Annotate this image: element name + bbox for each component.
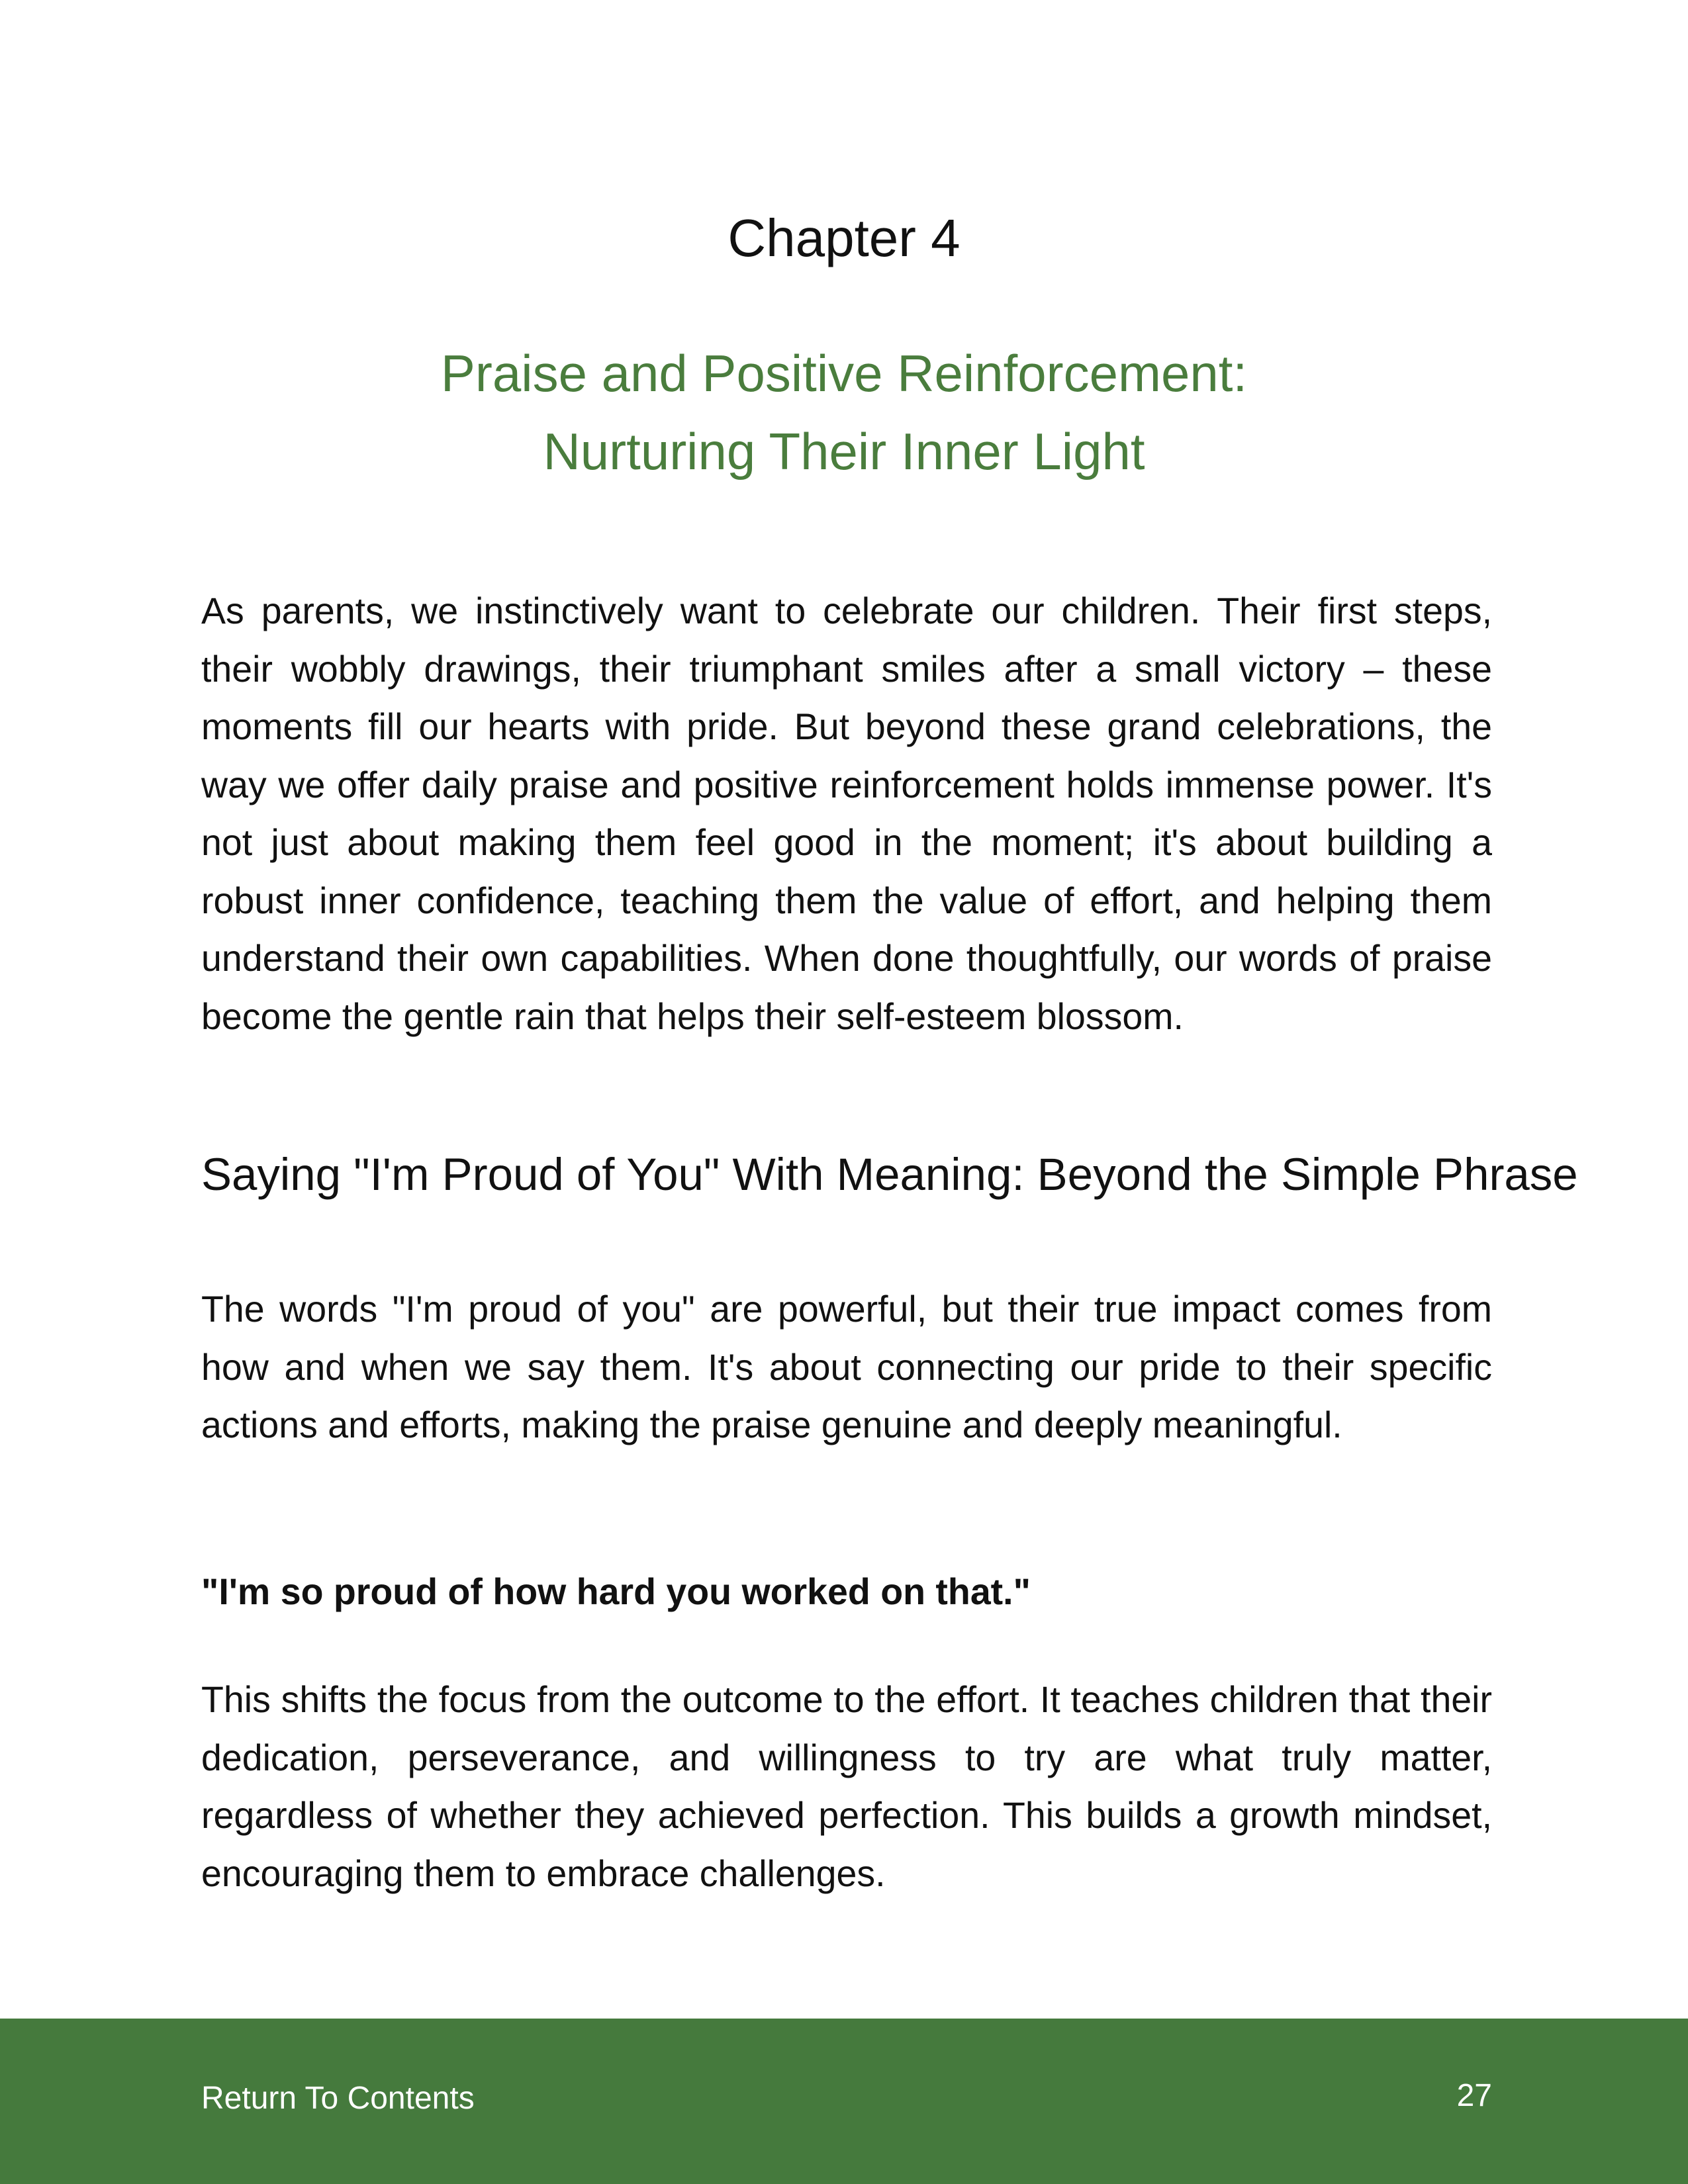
- page-number: 27: [1456, 2078, 1492, 2113]
- intro-paragraph: As parents, we instinctively want to celebrate our children. Their first steps, their wobbly drawings, their triumphant smiles after a small victory – these moments fill our hearts with pride. But beyond these grand celebrations, the way we offer daily praise and positive reinforcement holds immense power. It's not just about making them feel good in the moment; it's about building a robust inner confidence, teaching them the value of effort, and helping them understand their own capabilities. When done thoughtfully, our words of praise become the gentle rain that helps their self-esteem blossom.: [201, 590, 1492, 1037]
- praise-quote: "I'm so proud of how hard you worked on that.": [201, 1571, 1031, 1612]
- section-paragraph: The words "I'm proud of you" are powerful, but their true impact comes from how and when we say them. It's about connecting our pride to their specific actions and efforts, making the praise genuine and deeply meaningful.: [201, 1289, 1492, 1445]
- section-heading: Saying "I'm Proud of You" With Meaning: Beyond the Simple Phrase: [201, 1149, 1578, 1200]
- return-to-contents-link[interactable]: Return To Contents: [201, 2081, 475, 2116]
- quote-explanation-paragraph: This shifts the focus from the outcome to the effort. It teaches children that their dedication, perseverance, and willingness to try are what truly matter, regardless of whether they achieved perfection. This builds a growth mindset, encouraging them to embrace challenges.: [201, 1679, 1492, 1894]
- chapter-label: Chapter 4: [727, 208, 961, 267]
- chapter-title-line-2: Nurturing Their Inner Light: [543, 422, 1145, 480]
- page-footer: [0, 2019, 1688, 2184]
- chapter-title: [0, 334, 1688, 490]
- chapter-title-line-1: Praise and Positive Reinforcement:: [440, 344, 1248, 402]
